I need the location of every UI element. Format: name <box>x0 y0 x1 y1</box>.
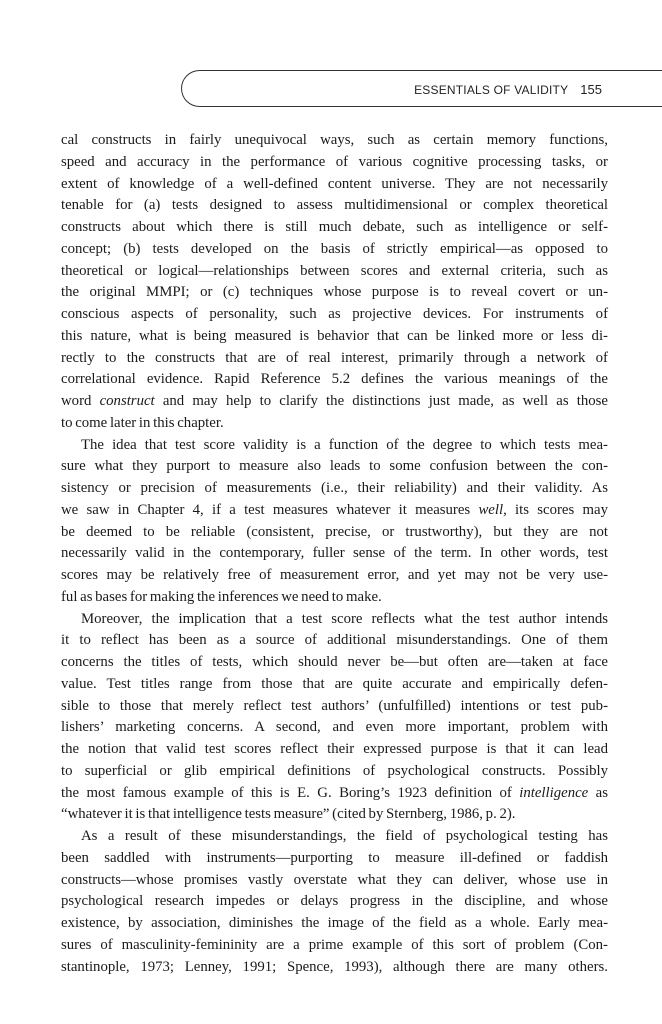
text-span: sistency or precision of measurements (i.e., their reliability) and their validity. As <box>61 480 608 496</box>
text-line <box>61 261 608 283</box>
text-span: it to reflect has been as a source of additional misunderstandings. One of them <box>61 632 608 649</box>
text-span: concept; (b) tests developed on the basis of strictly empirical—as opposed to <box>61 240 608 257</box>
text-span: the original MMPI; or (c) techniques whose purpose is to reveal covert or un- <box>61 284 608 301</box>
text-span: extent of knowledge of a well-defined content universe. They are not necessarily <box>61 175 608 192</box>
text-line <box>61 282 608 304</box>
page-number: 155 <box>580 82 602 97</box>
text-line <box>61 957 608 979</box>
paragraph <box>61 826 608 978</box>
text-span: cal constructs in fairly unequivocal ways, such as certain memory functions, <box>61 132 608 148</box>
italic-term: well, <box>478 501 507 518</box>
text-line <box>61 870 608 892</box>
text-line <box>61 543 608 565</box>
text-line <box>61 217 608 239</box>
text-span: conscious aspects of personality, such as projective devices. For instruments of <box>61 306 608 322</box>
text-span: theoretical or logical—relationships between scores and external criteria, such as <box>61 262 608 279</box>
text-line <box>61 304 608 326</box>
paragraph <box>61 609 608 827</box>
text-line <box>61 652 608 674</box>
text-line <box>61 565 608 587</box>
text-span: constructs about which there is still much debate, such as intelligence or self- <box>61 219 608 235</box>
text-span: been saddled with instruments—purporting to measure ill-defined or faddish <box>61 849 608 866</box>
text-line <box>61 717 608 739</box>
text-line <box>61 326 608 348</box>
text-line <box>61 739 608 761</box>
text-line <box>61 913 608 935</box>
text-line <box>61 674 608 696</box>
text-line <box>61 152 608 174</box>
text-span: to come later in this chapter. <box>61 414 224 431</box>
text-line <box>61 587 608 609</box>
text-line <box>61 761 608 783</box>
text-span: correlational evidence. Rapid Reference 5.2 defines the various meanings of the <box>61 371 608 388</box>
text-span: speed and accuracy in the performance of various cognitive processing tasks, or <box>61 153 608 170</box>
text-line <box>61 348 608 370</box>
text-span: concerns the titles of tests, which should never be—but often are—taken at face <box>61 654 608 670</box>
text-line <box>61 413 608 435</box>
text-span: constructs—whose promises vastly overstate what they can deliver, whose use in <box>61 871 608 888</box>
text-line <box>61 804 608 826</box>
paragraph <box>61 130 608 435</box>
text-span: its scores may <box>506 501 608 518</box>
text-span: lishers’ marketing concerns. A second, and even more important, problem with <box>61 719 608 736</box>
text-span: word <box>61 393 100 409</box>
italic-term: intelligence <box>519 784 589 801</box>
text-line <box>61 174 608 196</box>
text-span: and may help to clarify the distinctions just made, as well as those <box>154 393 608 409</box>
text-span: we saw in Chapter 4, if a test measures whatever it measures <box>61 501 479 518</box>
text-line <box>61 391 608 413</box>
text-span: psychological research impedes or delays progress in the discipline, and whose <box>61 893 608 910</box>
text-line <box>61 478 608 500</box>
text-line <box>61 239 608 261</box>
paragraph <box>61 435 608 609</box>
text-span: be deemed to be reliable (consistent, precise, or trustworthy), but they are not <box>61 523 608 540</box>
text-line <box>61 848 608 870</box>
text-span: this nature, what is being measured is behavior that can be linked more or less di- <box>61 327 608 344</box>
text-span: necessarily valid in the contemporary, fuller sense of the term. In other words, test <box>61 545 608 562</box>
text-line <box>61 891 608 913</box>
running-head-title: ESSENTIALS OF VALIDITY <box>414 83 569 97</box>
text-line <box>61 609 608 631</box>
body-text <box>61 130 608 978</box>
text-line <box>61 130 608 152</box>
text-span: tenable for (a) tests designed to assess multidimensional or complex theoretical <box>61 197 608 214</box>
text-span: scores may be relatively free of measurement error, and yet may not be very use- <box>61 567 608 583</box>
italic-term: construct <box>99 393 155 409</box>
text-line <box>61 195 608 217</box>
text-span: The idea that test score validity is a function of the degree to which tests mea- <box>81 436 608 453</box>
text-line <box>61 630 608 652</box>
text-span: sure what they purport to measure also leads to some confusion between the con- <box>61 458 608 475</box>
running-head <box>414 82 602 97</box>
text-line <box>61 935 608 957</box>
text-span: sures of masculinity-femininity are a prime example of this sort of problem (Con- <box>61 936 608 953</box>
text-line <box>61 783 608 805</box>
text-span: Moreover, the implication that a test score reflects what the test author intends <box>81 610 608 627</box>
text-span: sible to those that merely reflect test authors’ (unfulfilled) intentions or test pub- <box>61 697 608 714</box>
text-line <box>61 522 608 544</box>
text-span: as <box>588 784 609 801</box>
text-line <box>61 369 608 391</box>
text-line <box>61 435 608 457</box>
text-span: “whatever it is that intelligence tests measure” (cited by Sternberg, 1986, p. 2). <box>61 806 516 823</box>
text-span: stantinople, 1973; Lenney, 1991; Spence, 1993), although there are many others. <box>61 958 608 975</box>
text-span: existence, by association, diminishes the image of the field as a whole. Early mea- <box>61 915 608 931</box>
text-line <box>61 696 608 718</box>
text-span: value. Test titles range from those that are quite accurate and empirically defen- <box>61 675 608 692</box>
text-line <box>61 456 608 478</box>
text-line <box>61 500 608 522</box>
text-span: the most famous example of this is E. G. Boring’s 1923 definition of <box>61 784 520 801</box>
text-span: the notion that valid test scores reflect their expressed purpose is that it can lead <box>61 741 608 757</box>
text-span: rectly to the constructs that are of real interest, primarily through a network of <box>61 349 608 366</box>
text-span: ful as bases for making the inferences we need to make. <box>61 588 382 605</box>
text-span: to superficial or glib empirical definitions of psychological constructs. Possibly <box>61 762 608 779</box>
text-line <box>61 826 608 848</box>
text-span: As a result of these misunderstandings, the field of psychological testing has <box>81 828 608 844</box>
